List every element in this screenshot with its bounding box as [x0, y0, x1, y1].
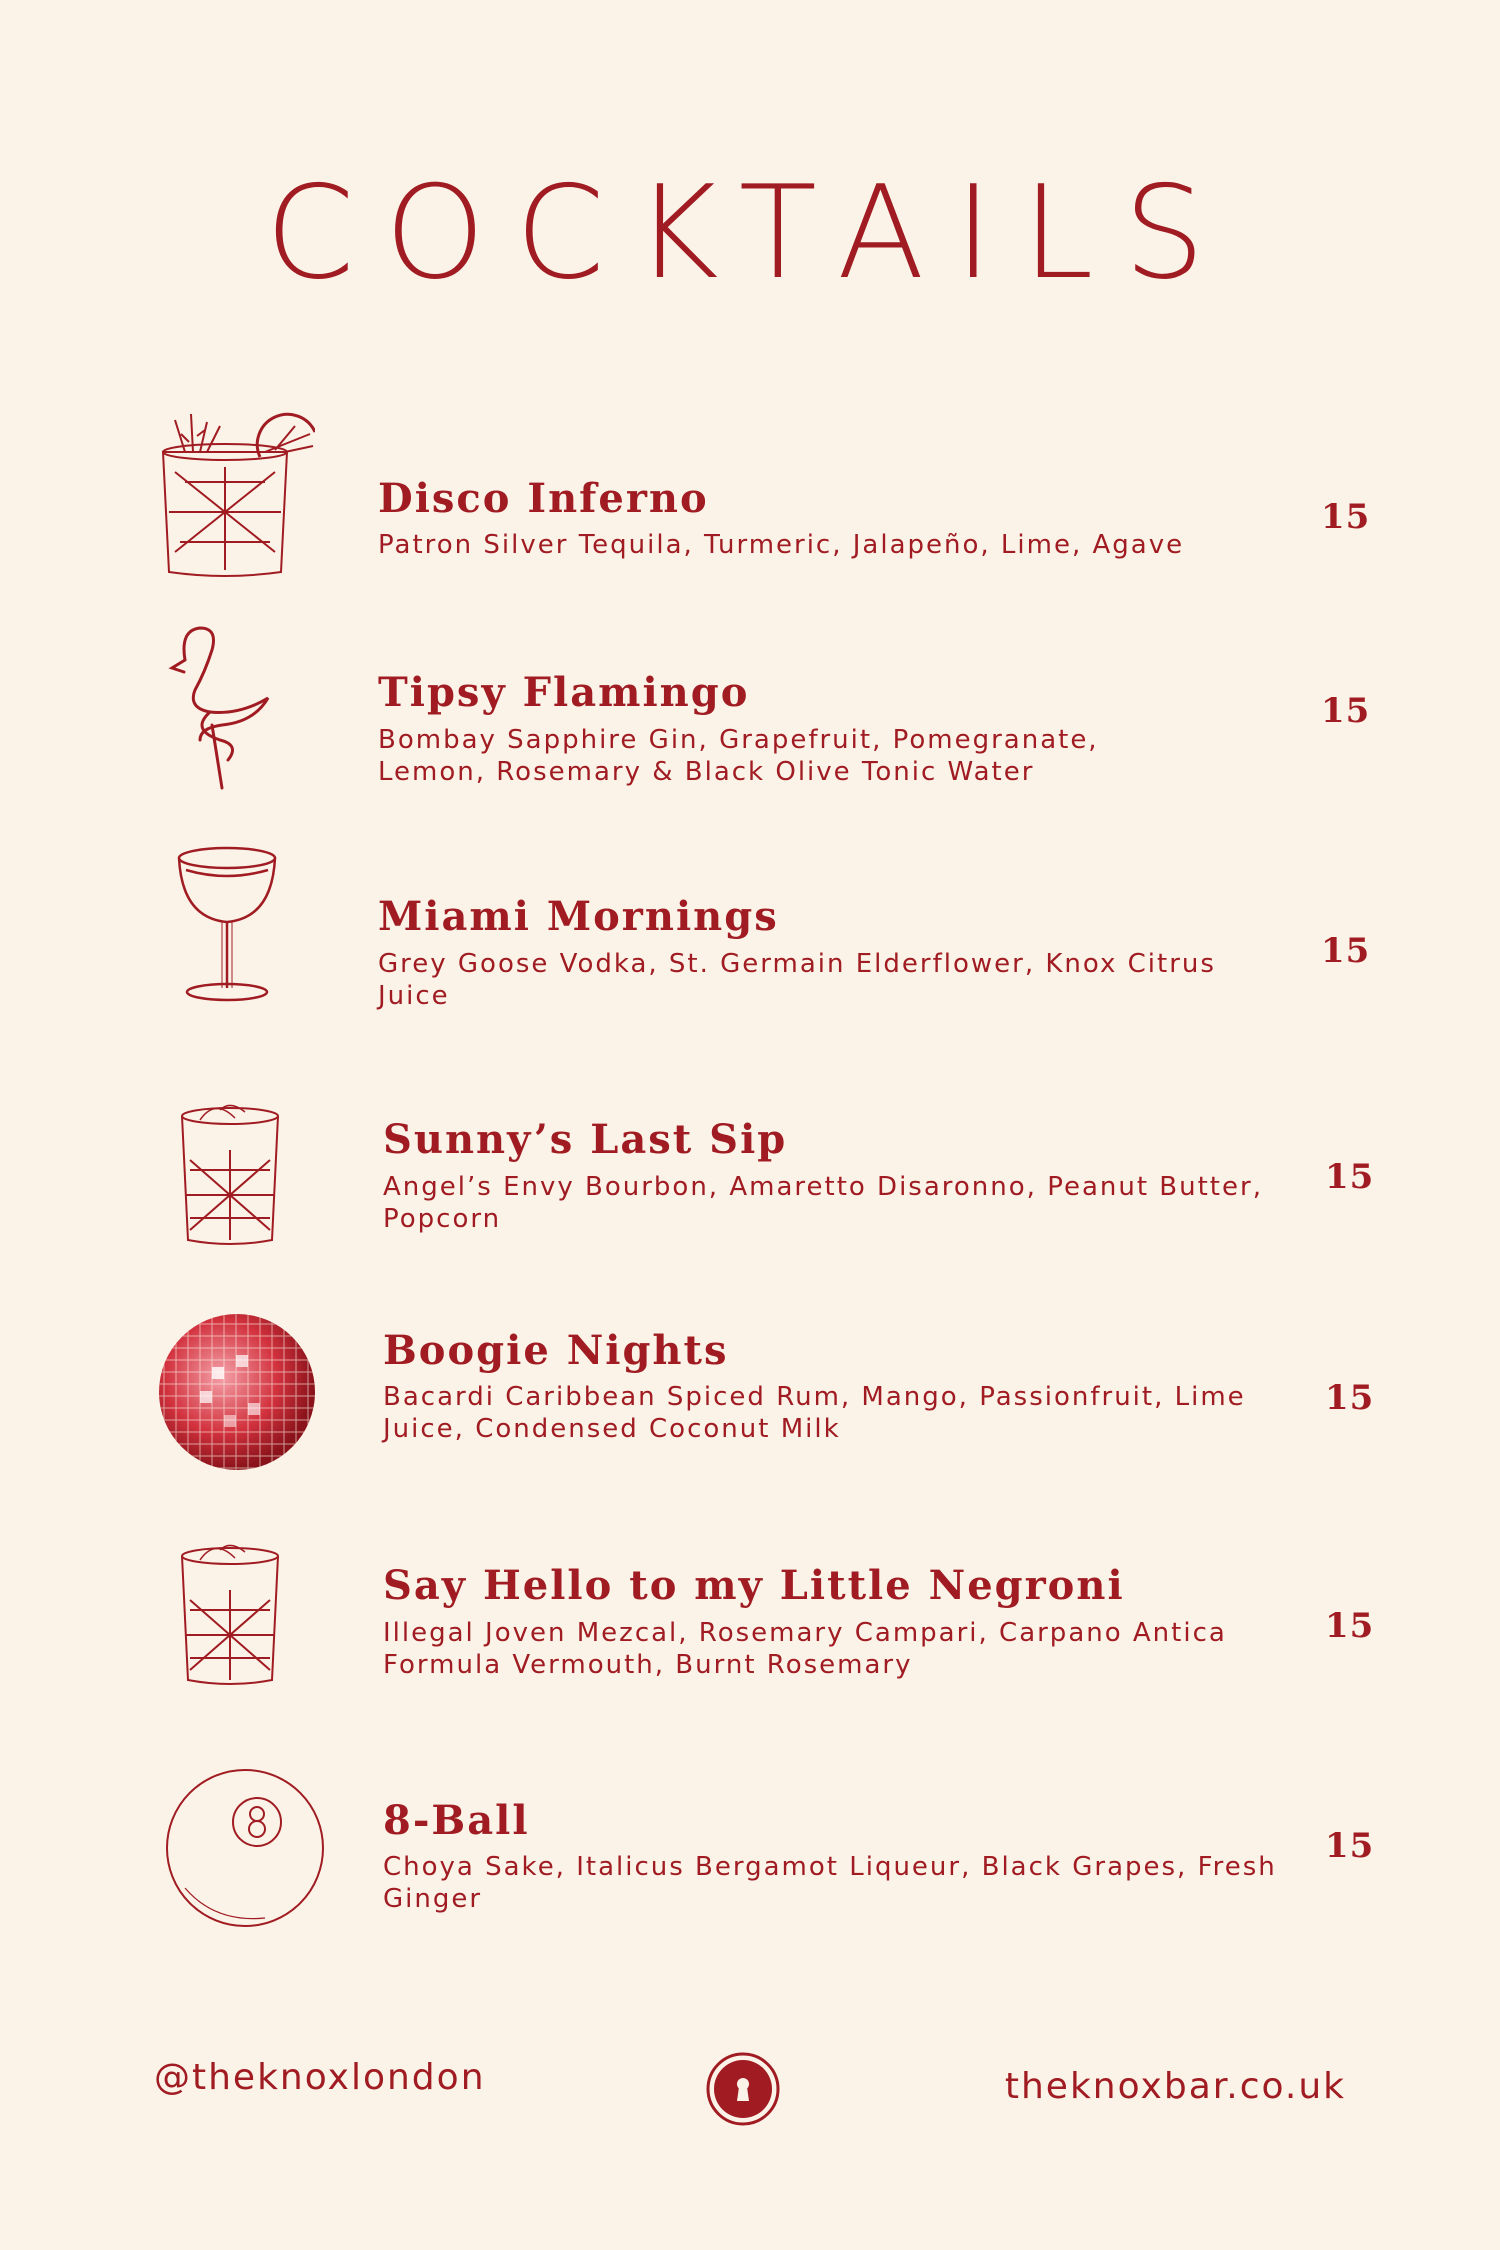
item-description: Angel’s Envy Bourbon, Amaretto Disaronno, Peanut Butter, Popcorn	[383, 1172, 1263, 1234]
item-description: Choya Sake, Italicus Bergamot Liqueur, Black Grapes, Fresh Ginger	[383, 1852, 1277, 1914]
item-name: Disco Inferno	[378, 475, 709, 522]
item-description: Bacardi Caribbean Spiced Rum, Mango, Passionfruit, Lime Juice, Condensed Coconut Milk	[383, 1382, 1246, 1444]
website-url: theknoxbar.co.uk	[1004, 2066, 1346, 2107]
cocktail-glass-garnish-icon	[145, 412, 315, 582]
flamingo-icon	[150, 620, 320, 790]
item-description: Bombay Sapphire Gin, Grapefruit, Pomegranate, Lemon, Rosemary & Black Olive Tonic Water	[378, 725, 1099, 787]
item-description: Patron Silver Tequila, Turmeric, Jalapeño, Lime, Agave	[378, 530, 1185, 560]
item-price: 15	[1325, 1378, 1375, 1418]
item-name: 8-Ball	[383, 1797, 530, 1844]
item-name: Miami Mornings	[378, 893, 779, 940]
item-description: Illegal Joven Mezcal, Rosemary Campari, Carpano Antica Formula Vermouth, Burnt Rosemary	[383, 1618, 1227, 1680]
item-price: 15	[1325, 1157, 1375, 1197]
instagram-handle: @theknoxlondon	[154, 2057, 486, 2098]
item-description: Grey Goose Vodka, St. Germain Elderflower, Knox Citrus Juice	[378, 949, 1216, 1011]
disco-ball-icon	[152, 1312, 322, 1482]
item-price: 15	[1321, 691, 1371, 731]
keyhole-icon	[705, 2051, 781, 2127]
page-title: COCKTAILS	[265, 159, 1235, 308]
coupe-glass-icon	[142, 840, 312, 1010]
eight-ball-icon	[165, 1768, 335, 1938]
item-price: 15	[1325, 1606, 1375, 1646]
item-name: Boogie Nights	[383, 1327, 729, 1374]
item-price: 15	[1321, 931, 1371, 971]
item-name: Tipsy Flamingo	[378, 669, 750, 716]
item-price: 15	[1321, 497, 1371, 537]
item-price: 15	[1325, 1826, 1375, 1866]
item-name: Say Hello to my Little Negroni	[383, 1562, 1125, 1609]
rocks-glass-icon	[160, 1540, 330, 1710]
rocks-glass-icon	[160, 1100, 330, 1270]
item-name: Sunny’s Last Sip	[383, 1116, 788, 1163]
